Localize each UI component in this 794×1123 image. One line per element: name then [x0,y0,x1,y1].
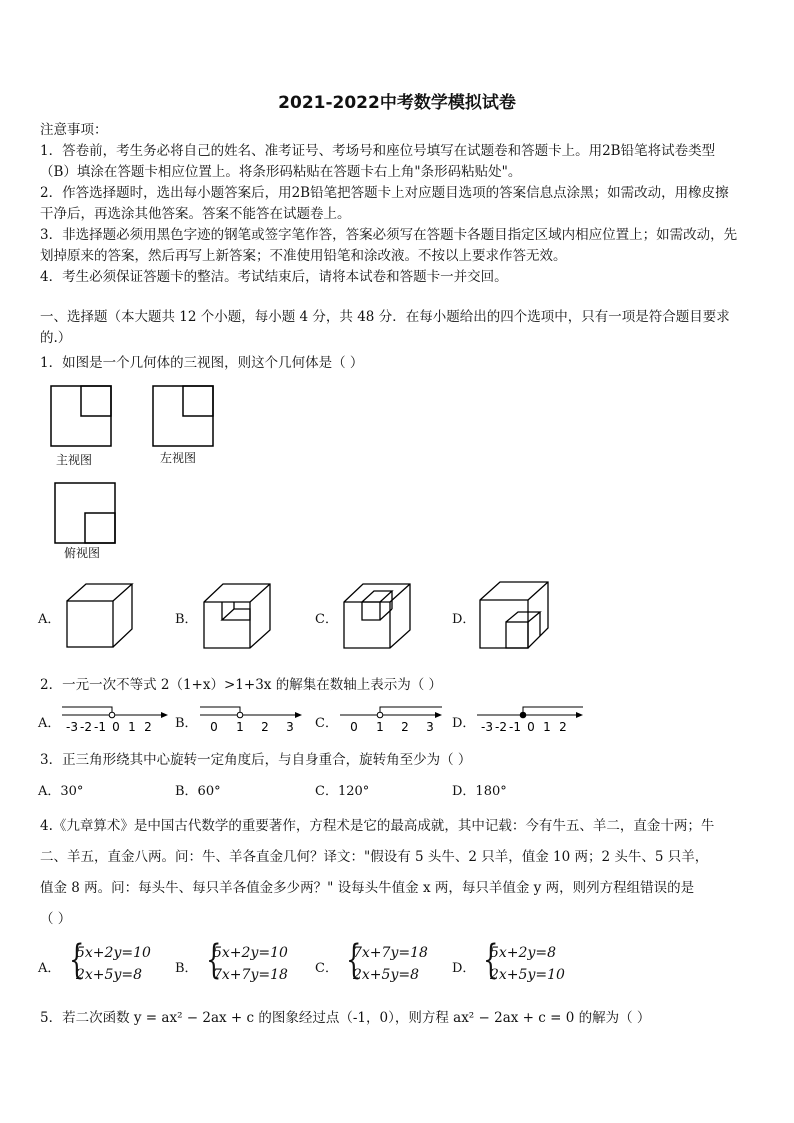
tick-label: -3 [481,720,493,734]
notice-item: 4．考生必须保证答题卡的整洁。考试结束后，请将本试卷和答题卡一并交回。 [40,269,508,285]
question-4-line: 4.《九章算术》是中国古代数学的重要著作，方程术是它的最高成就，其中记载：今有牛五、羊二，直金十两；牛 [40,818,715,834]
tick-label: 1 [543,720,551,734]
question-4-line: 值金 8 两。问：每头牛、每只羊各值金多少两？" 设每头牛值金 x 两，每只羊值金 y 两，则列方程组错误的是 [40,880,695,896]
notice-item: 干净后，再选涂其他答案。答案不能答在试题卷上。 [40,206,351,222]
q4-option-b-system [203,942,288,986]
tick-label: 1 [376,720,384,734]
tick-label: -2 [80,720,92,734]
q3-option-a: A．30° [38,784,84,799]
q4-option-a-system [66,942,151,986]
equation: 2x+5y=8 [353,967,419,983]
question-4-line: （ ） [40,911,72,927]
tick-label: 2 [261,720,269,734]
tick-label: 3 [286,720,294,734]
equation: 7x+7y=18 [353,945,428,961]
option-c-solid [340,582,412,650]
exam-title: 2021-2022中考数学模拟试卷 [278,93,516,113]
tick-label: 1 [128,720,136,734]
tick-label: 2 [144,720,152,734]
option-d-label: D． [452,612,476,627]
q2-option-b-number-line [198,705,304,733]
option-a-cube [66,583,134,648]
q4-option-d-label: D． [452,961,476,976]
equation: 5x+2y=10 [213,945,288,961]
q4-option-b-label: B． [175,961,198,976]
tick-label: -2 [495,720,507,734]
option-a-label: A． [38,612,61,627]
side-view-label: 左视图 [160,451,197,465]
q3-option-b: B．60° [175,784,221,799]
equation: 5x+2y=8 [490,945,556,961]
question-1-stem: 1．如图是一个几何体的三视图，则这个几何体是（ ） [40,355,364,371]
q2-option-d-label: D． [452,716,476,731]
option-b-solid [200,582,272,650]
tick-label: 0 [210,720,218,734]
q4-option-c-label: C． [315,961,338,976]
tick-label: 2 [401,720,409,734]
q2-option-d-number-line [475,705,587,733]
tick-label: -1 [94,720,106,734]
option-d-solid [478,580,550,650]
tick-label: -1 [509,720,521,734]
q4-option-c-system [343,942,428,986]
tick-label: 2 [559,720,567,734]
tick-label: 0 [350,720,358,734]
q3-option-c: C．120° [315,784,370,799]
notice-heading: 注意事项： [40,122,108,138]
question-4-line: 二、羊五，直金八两。问：牛、羊各直金几何？译文："假设有 5 头牛、2 只羊，值金 10 两；2 头牛、5 只羊， [40,849,709,865]
notice-item: （B）填涂在答题卡相应位置上。将条形码粘贴在答题卡右上角"条形码粘贴处"。 [40,164,522,180]
option-b-label: B． [175,612,198,627]
q2-option-a-number-line [60,705,170,733]
q3-option-d: D．180° [452,784,507,799]
equation: 7x+7y=18 [213,967,288,983]
notice-item: 划掉原来的答案，然后再写上新答案；不准使用铅笔和涂改液。不按以上要求作答无效。 [40,248,567,264]
question-2-stem: 2．一元一次不等式 2（1+x）>1+3x 的解集在数轴上表示为（ ） [40,677,442,693]
side-view-figure [152,385,214,447]
tick-label: 1 [236,720,244,734]
q4-option-a-label: A． [38,961,61,976]
notice-item: 2．作答选择题时，选出每小题答案后，用2B铅笔把答题卡上对应题目选项的答案信息点涂黑；如需改动，用橡皮擦 [40,185,729,201]
notice-item: 1．答卷前，考生务必将自己的姓名、准考证号、考场号和座位号填写在试题卷和答题卡上。用2B铅笔将试卷类型 [40,143,716,159]
front-view-label: 主视图 [56,453,93,467]
tick-label: 0 [527,720,535,734]
equation: 5x+2y=10 [76,945,151,961]
q2-option-a-label: A． [38,716,61,731]
equation: 2x+5y=10 [490,967,565,983]
tick-label: 3 [426,720,434,734]
top-view-figure [54,482,116,544]
top-view-label: 俯视图 [64,546,101,560]
front-view-figure [50,385,112,447]
tick-label: -3 [66,720,78,734]
q4-option-d-system [480,942,565,986]
section-heading: 一、选择题（本大题共 12 个小题，每小题 4 分，共 48 分．在每小题给出的四个选项中，只有一项是符合题目要求 [40,309,730,325]
equation: 2x+5y=8 [76,967,142,983]
q2-option-c-label: C． [315,716,338,731]
question-5-stem: 5．若二次函数 y = ax² − 2ax + c 的图象经过点（-1，0），则方程 ax² − 2ax + c = 0 的解为（ ） [40,1010,651,1026]
option-c-label: C． [315,612,338,627]
q2-option-b-label: B． [175,716,198,731]
notice-item: 3．非选择题必须用黑色字迹的钢笔或签字笔作答，答案必须写在答题卡各题目指定区域内相应位置上；如需改动，先 [40,227,738,243]
tick-label: 0 [112,720,120,734]
q2-option-c-number-line [338,705,444,733]
section-heading-cont: 的.） [40,330,72,346]
question-3-stem: 3．正三角形绕其中心旋转一定角度后，与自身重合，旋转角至少为（ ） [40,752,472,768]
